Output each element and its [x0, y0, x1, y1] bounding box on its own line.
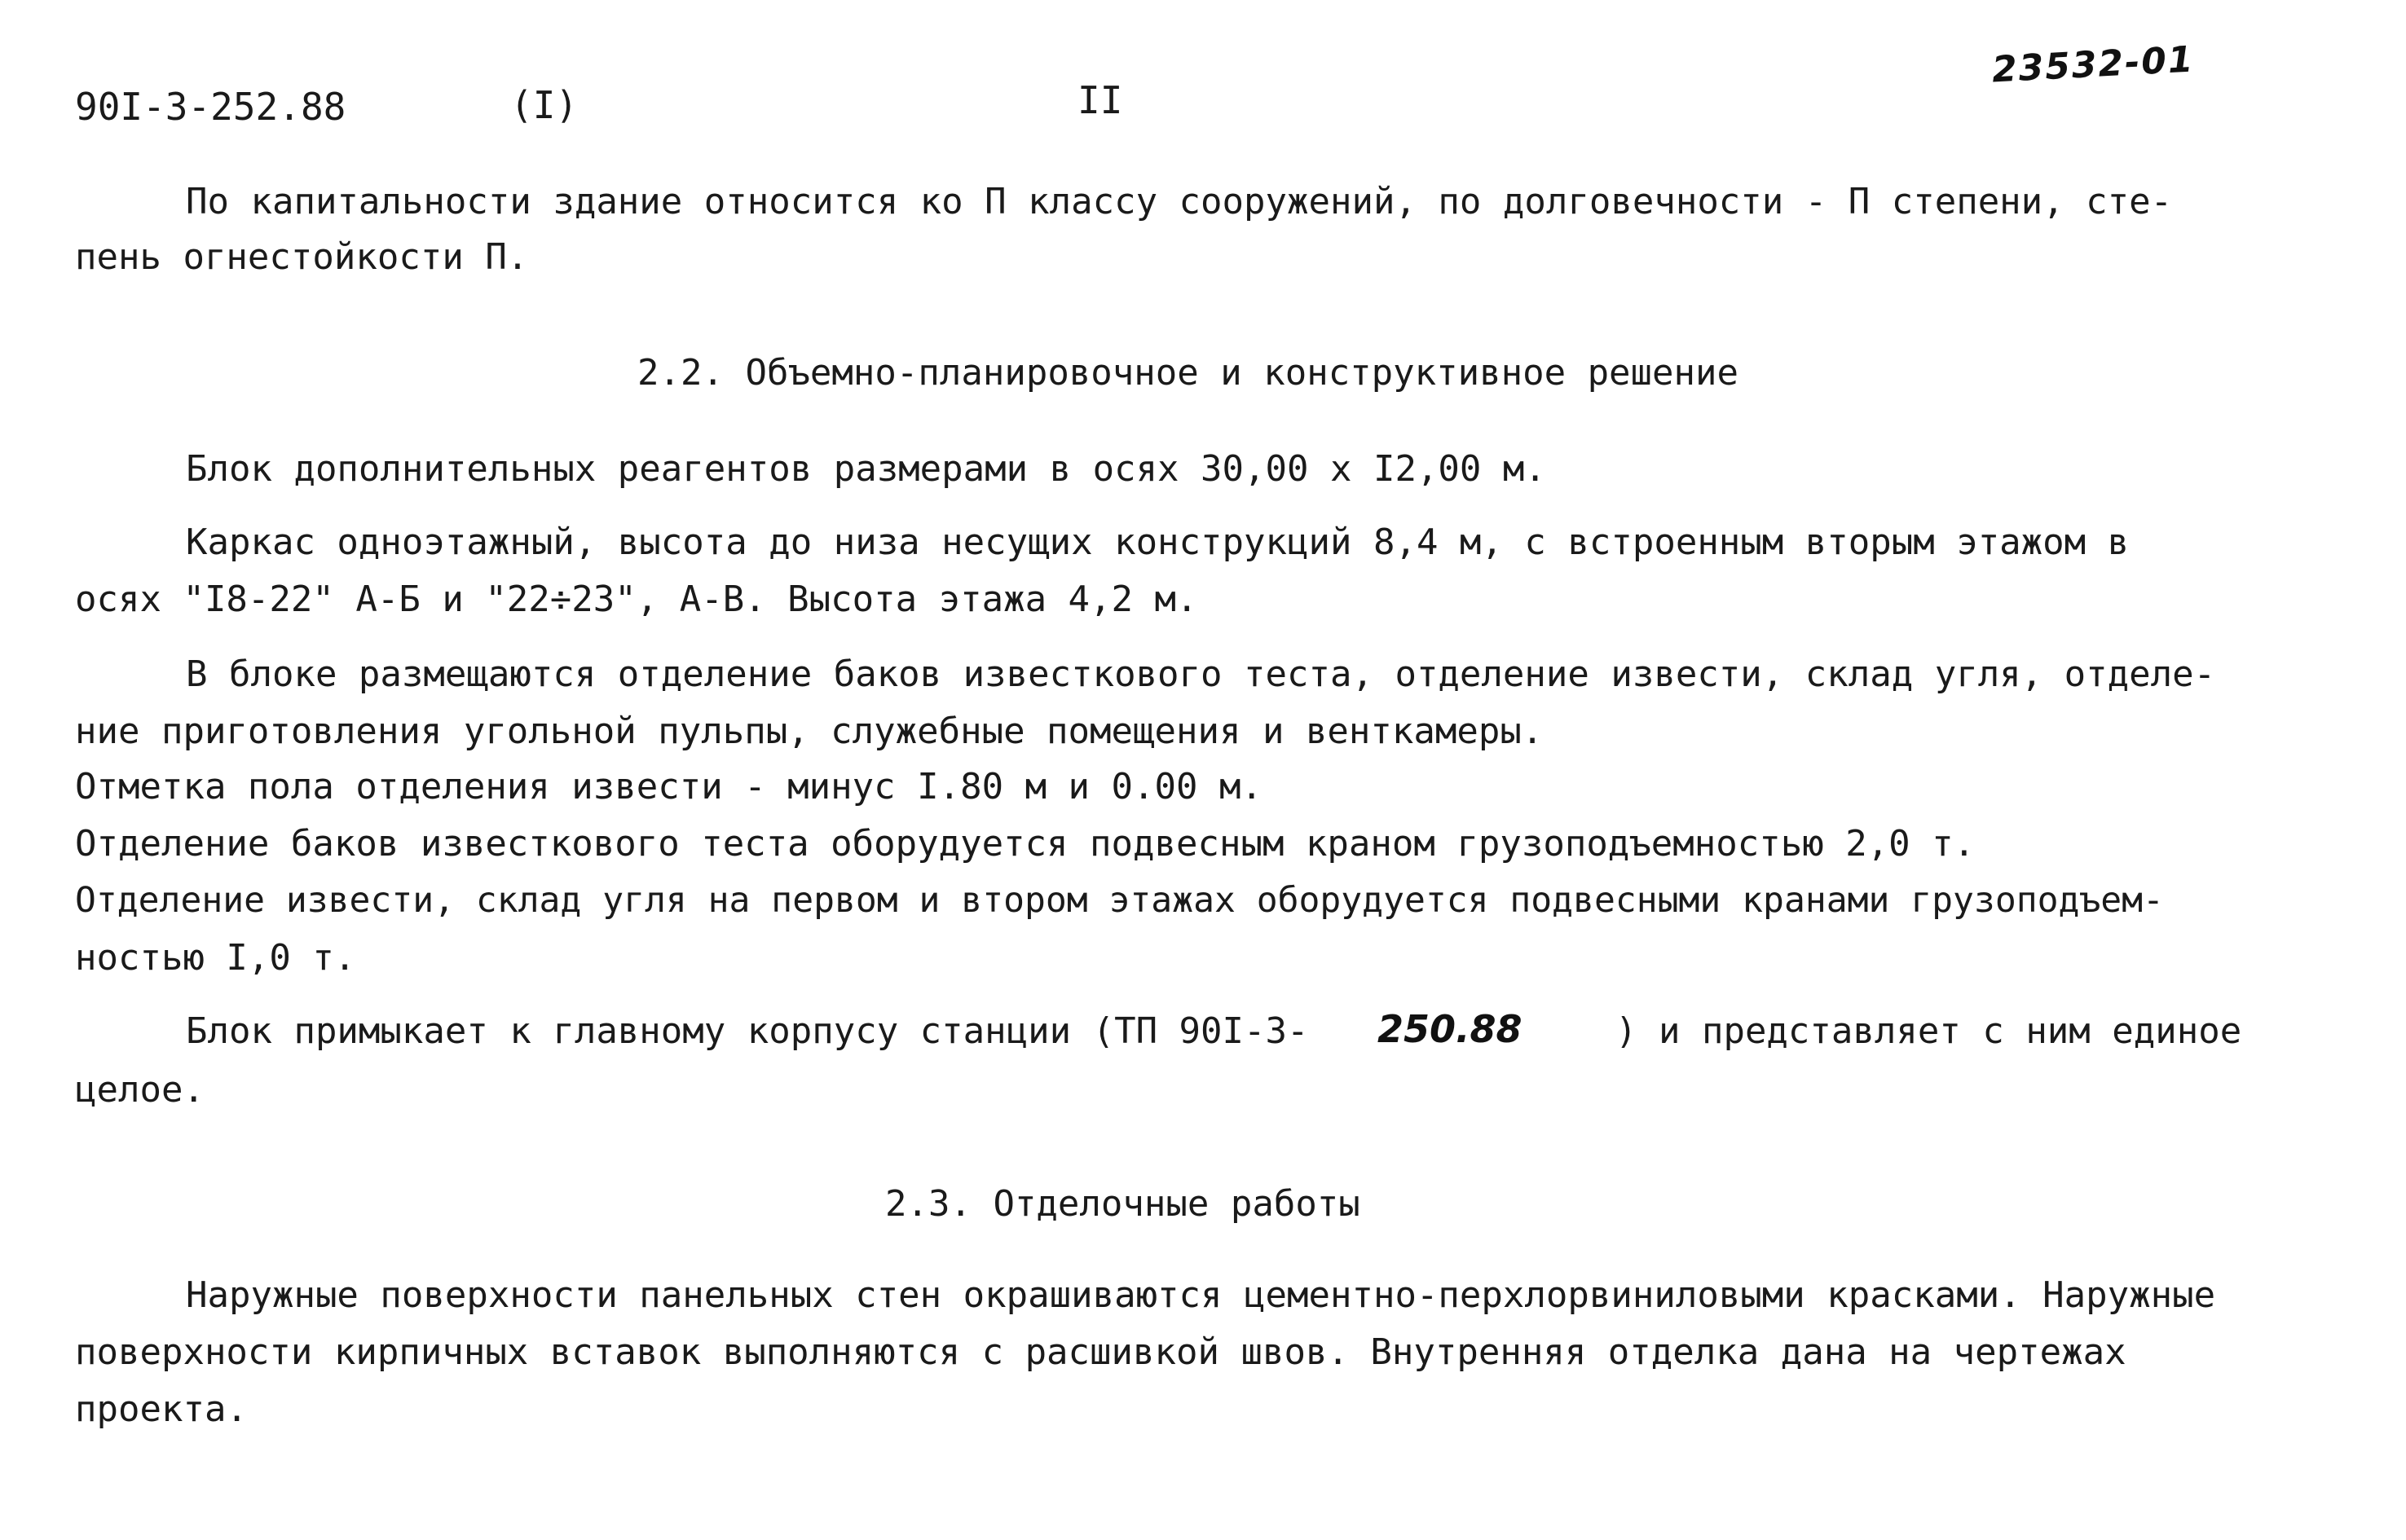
section-2-2-paragraph-4: Отметка пола отделения извести - минус I.80 м и 0.00 м.: [75, 766, 1262, 807]
section-2-2-paragraph-7-line-2: целое.: [75, 1069, 205, 1111]
section-2-3-heading: 2.3. Отделочные работы: [885, 1183, 1360, 1225]
section-2-2-paragraph-6-line-2: ностью I,0 т.: [75, 937, 356, 979]
stamp-number: 23532-01: [1990, 38, 2196, 91]
section-2-3-paragraph-1-line-3: проекта.: [75, 1388, 248, 1430]
intro-line-2: пень огнестойкости П.: [75, 236, 529, 278]
section-2-3-paragraph-1-line-2: поверхности кирпичных вставок выполняются с расшивкой швов. Внутренняя отделка дана на чертежах: [75, 1331, 2126, 1373]
section-2-2-paragraph-7-suffix: ) и представляет с ним единое: [1615, 1010, 2242, 1052]
section-2-2-paragraph-3-line-1: В блоке размещаются отделение баков известкового теста, отделение извести, склад угля, отделе-: [186, 653, 2216, 695]
section-2-2-paragraph-3-line-2: ние приготовления угольной пульпы, служебные помещения и венткамеры.: [75, 711, 1544, 752]
handwritten-project-number: 250.88: [1377, 1007, 1522, 1051]
section-2-2-paragraph-5: Отделение баков известкового теста оборудуется подвесным краном грузоподъемностью 2,0 т.: [75, 823, 1976, 865]
section-2-2-paragraph-6-line-1: Отделение извести, склад угля на первом и втором этажах оборудуется подвесными кранами грузоподъем-: [75, 880, 2164, 921]
page-number: II: [1077, 78, 1123, 122]
section-2-3-paragraph-1-line-1: Наружные поверхности панельных стен окрашиваются цементно-перхлорвиниловыми красками. Наружные: [186, 1274, 2216, 1316]
section-2-2-paragraph-2-line-1: Каркас одноэтажный, высота до низа несущих конструкций 8,4 м, с встроенным вторым этажом в: [186, 521, 2130, 563]
section-2-2-heading: 2.2. Объемно-планировочное и конструктивное решение: [637, 352, 1739, 394]
section-2-2-paragraph-2-line-2: осях "I8-22" А-Б и "22÷23", А-В. Высота этажа 4,2 м.: [75, 579, 1198, 620]
album-number: (I): [510, 83, 579, 127]
intro-line-1: По капитальности здание относится ко П классу сооружений, по долговечности - П степени, сте-: [186, 181, 2173, 222]
section-2-2-paragraph-7-prefix: Блок примыкает к главному корпусу станции (ТП 90I-3-: [186, 1010, 1309, 1052]
section-2-2-paragraph-1: Блок дополнительных реагентов размерами в осях 30,00 х I2,00 м.: [186, 448, 1546, 490]
doc-code: 90I-3-252.88: [75, 85, 346, 129]
